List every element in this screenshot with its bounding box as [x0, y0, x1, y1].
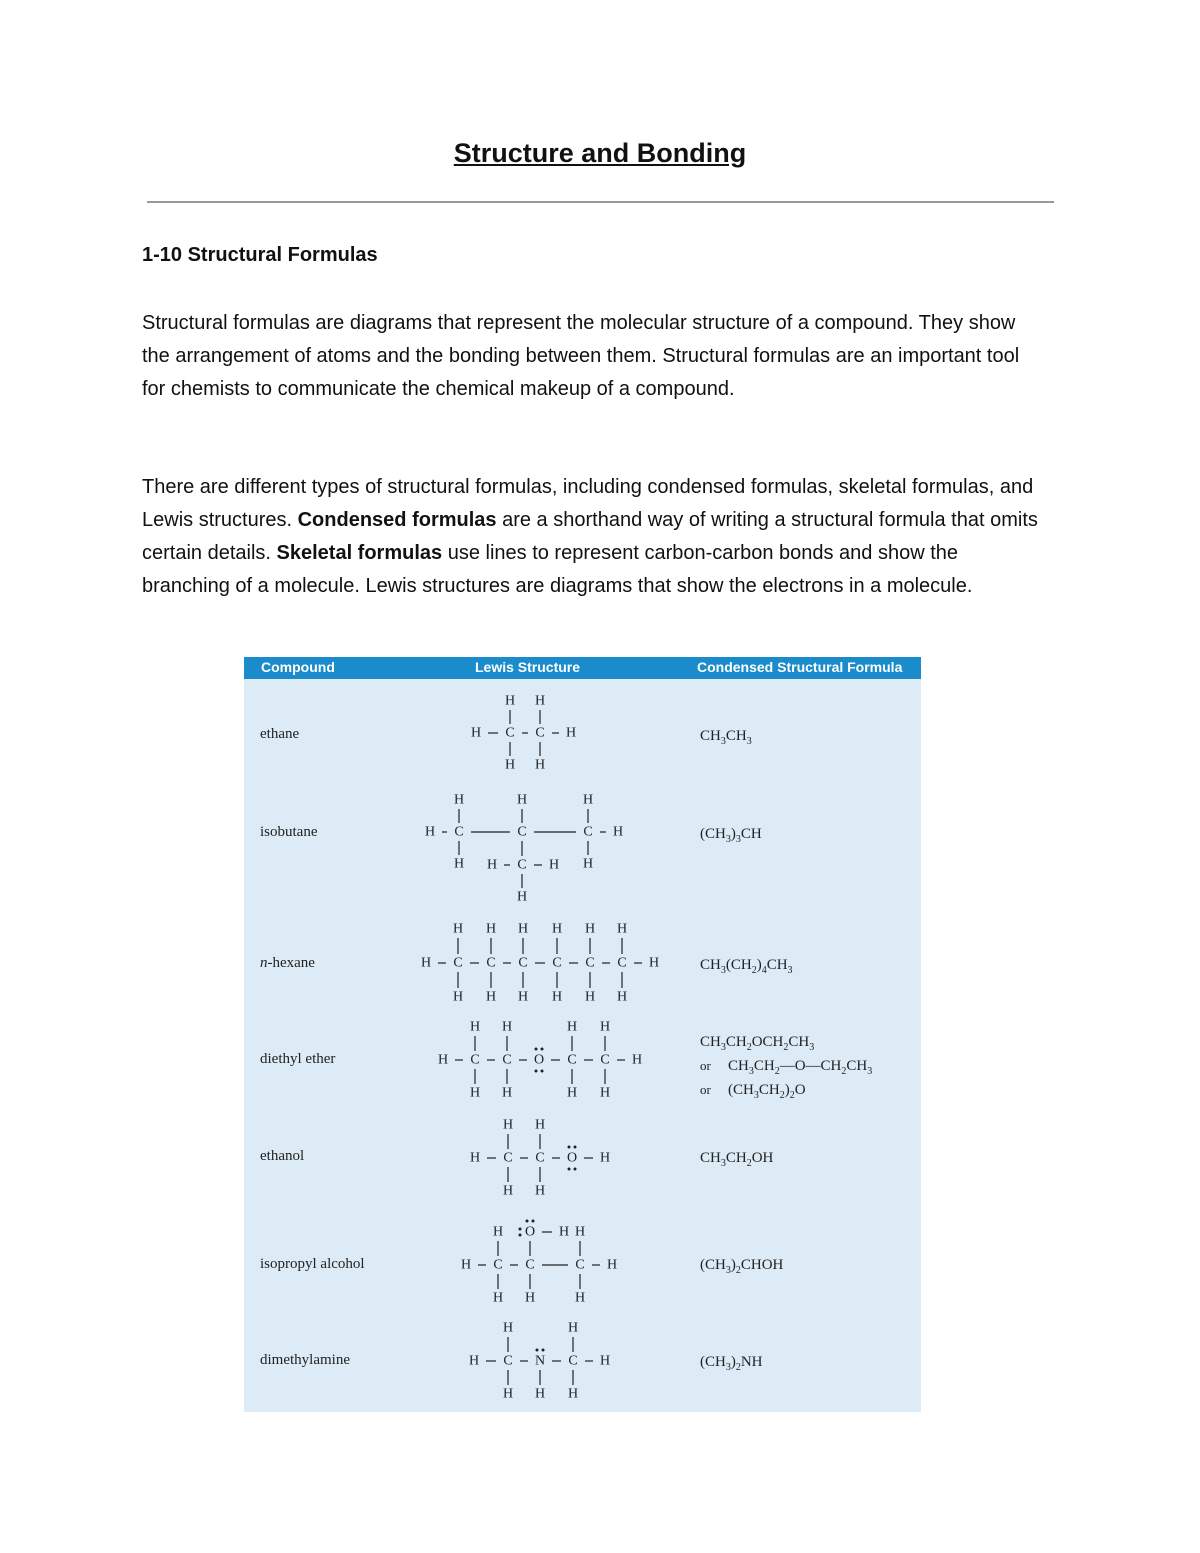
lone-pair-dot	[541, 1048, 544, 1051]
condensed-formula: $CH_3CH_2OH$	[700, 1150, 774, 1169]
lone-pair-dot	[532, 1220, 535, 1223]
atom-h: H	[516, 792, 528, 808]
paragraph-text: are a shorthand way of writing a structural formula that omits certain details.	[142, 509, 1038, 564]
atom-c: C	[585, 955, 595, 971]
lone-pair-dot	[568, 1168, 571, 1171]
atom-c: C	[518, 955, 528, 971]
condensed-formula: $(CH_3)_3CH$	[700, 826, 762, 845]
atom-h: H	[517, 989, 529, 1005]
paragraph-types	[142, 471, 1047, 603]
atom-h: H	[565, 725, 577, 741]
condensed-formula: $(CH_3)_2CHOH$	[700, 1257, 784, 1276]
compound-name-text: -hexane	[267, 955, 315, 971]
atom-h: H	[501, 1085, 513, 1101]
atom-h: H	[452, 989, 464, 1005]
atom-h: H	[534, 1183, 546, 1199]
section-heading: 1-10 Structural Formulas	[142, 244, 378, 266]
atom-h: H	[424, 824, 436, 840]
lone-pair-dot	[519, 1228, 522, 1231]
lone-pair-dot	[568, 1146, 571, 1149]
atom-h: H	[567, 1320, 579, 1336]
atom-c: C	[552, 955, 562, 971]
atom-h: H	[437, 1052, 449, 1068]
lone-pair-dot	[535, 1048, 538, 1051]
lone-pair-dot	[526, 1220, 529, 1223]
atom-h: H	[534, 1386, 546, 1402]
atom-h: H	[492, 1224, 504, 1240]
atom-c: C	[517, 857, 527, 873]
atom-h: H	[648, 955, 660, 971]
formula-variant: or $CH_3CH_2—O—CH_2CH_3$	[700, 1058, 873, 1077]
atom-c: C	[517, 824, 527, 840]
formula-variant: $CH_3CH_2OCH_2CH_3$	[700, 1034, 815, 1053]
bold-term: Condensed formulas	[297, 509, 497, 531]
atom-c: C	[486, 955, 496, 971]
atom-h: H	[452, 921, 464, 937]
atom-c: C	[567, 1052, 577, 1068]
atom-c: C	[600, 1052, 610, 1068]
atom-c: C	[503, 1353, 513, 1369]
atom-h: H	[502, 1183, 514, 1199]
atom-h: H	[599, 1019, 611, 1035]
atom-h: H	[420, 955, 432, 971]
compound-name: ethanol	[260, 1148, 305, 1164]
lone-pair-dot	[574, 1168, 577, 1171]
atom-o: O	[566, 1150, 578, 1166]
lone-pair-dot	[536, 1349, 539, 1352]
page-title: Structure and Bonding	[453, 138, 747, 168]
paragraph-text: There are different types of structural formulas, including condensed formulas, skeletal formulas, and Lewis structures.	[142, 476, 1034, 531]
atom-h: H	[574, 1290, 586, 1306]
atom-n: N	[534, 1353, 546, 1369]
atom-h: H	[566, 1019, 578, 1035]
atom-h: H	[558, 1224, 570, 1240]
atom-h: H	[606, 1257, 618, 1273]
header-lewis-structure: Lewis Structure	[475, 659, 581, 675]
atom-c: C	[575, 1257, 585, 1273]
atom-h: H	[453, 856, 465, 872]
atom-h: H	[516, 889, 528, 905]
atom-h: H	[567, 1386, 579, 1402]
paragraph-text: use lines to represent carbon-carbon bonds and show the branching of a molecule. Lewis structures are diagrams that show the electrons in a molecule.	[142, 542, 973, 597]
atom-h: H	[534, 1117, 546, 1133]
atom-h: H	[469, 1150, 481, 1166]
atom-h: H	[504, 693, 516, 709]
atom-h: H	[502, 1386, 514, 1402]
compound-prefix: n	[260, 955, 268, 971]
atom-h: H	[599, 1353, 611, 1369]
lone-pair-dot	[542, 1349, 545, 1352]
atom-h: H	[485, 989, 497, 1005]
atom-h: H	[524, 1290, 536, 1306]
atom-c: C	[503, 1150, 513, 1166]
atom-o: O	[533, 1052, 545, 1068]
atom-h: H	[469, 1019, 481, 1035]
atom-h: H	[584, 989, 596, 1005]
lone-pair-dot	[541, 1070, 544, 1073]
atom-h: H	[616, 921, 628, 937]
compound-name: diethyl ether	[260, 1051, 336, 1067]
atom-c: C	[505, 725, 515, 741]
compound-name: isobutane	[260, 824, 318, 840]
atom-c: C	[453, 955, 463, 971]
condensed-formula: $(CH_3)_2NH$	[700, 1354, 763, 1373]
atom-h: H	[504, 757, 516, 773]
atom-h: H	[502, 1320, 514, 1336]
atom-h: H	[492, 1290, 504, 1306]
formula-variant: or $(CH_3CH_2)_2O$	[700, 1082, 806, 1101]
header-condensed-formula: Condensed Structural Formula	[697, 659, 903, 675]
atom-h: H	[612, 824, 624, 840]
atom-h: H	[551, 921, 563, 937]
lone-pair-dot	[574, 1146, 577, 1149]
atom-h: H	[534, 757, 546, 773]
atom-h: H	[599, 1150, 611, 1166]
atom-h: H	[468, 1353, 480, 1369]
title-divider	[147, 201, 1054, 203]
atom-h: H	[582, 792, 594, 808]
atom-h: H	[502, 1117, 514, 1133]
atom-c: C	[535, 1150, 545, 1166]
atom-h: H	[534, 693, 546, 709]
atom-h: H	[517, 921, 529, 937]
atom-h: H	[599, 1085, 611, 1101]
atom-h: H	[453, 792, 465, 808]
atom-c: C	[470, 1052, 480, 1068]
atom-h: H	[460, 1257, 472, 1273]
atom-c: C	[502, 1052, 512, 1068]
atom-c: C	[454, 824, 464, 840]
lewis-structures	[244, 657, 921, 1412]
compound-name: dimethylamine	[260, 1352, 350, 1368]
atom-c: C	[617, 955, 627, 971]
atom-h: H	[551, 989, 563, 1005]
atom-c: C	[568, 1353, 578, 1369]
atom-h: H	[584, 921, 596, 937]
atom-c: C	[535, 725, 545, 741]
atom-h: H	[486, 857, 498, 873]
atom-c: C	[583, 824, 593, 840]
atom-h: H	[485, 921, 497, 937]
atom-h: H	[582, 856, 594, 872]
header-compound: Compound	[261, 659, 335, 675]
atom-h: H	[616, 989, 628, 1005]
lone-pair-dot	[535, 1070, 538, 1073]
atom-h: H	[501, 1019, 513, 1035]
atom-c: C	[525, 1257, 535, 1273]
compound-name: isopropyl alcohol	[260, 1256, 365, 1272]
atom-c: C	[493, 1257, 503, 1273]
atom-h: H	[470, 725, 482, 741]
atom-h: H	[566, 1085, 578, 1101]
paragraph-intro: Structural formulas are diagrams that represent the molecular structure of a compound. They show the arrangement of atoms and the bonding between them. Structural formulas are an important tool for chemists to communicate the chemical makeup of a compound.	[142, 312, 1020, 400]
condensed-formula: $CH_3CH_3$	[700, 728, 752, 747]
condensed-formula: $CH_3(CH_2)_4CH_3$	[700, 957, 793, 976]
atom-h: H	[469, 1085, 481, 1101]
compound-name: ethane	[260, 726, 300, 742]
bold-term: Skeletal formulas	[276, 542, 443, 564]
atom-o: O	[524, 1224, 536, 1240]
lone-pair-dot	[519, 1234, 522, 1237]
atom-h: H	[548, 857, 560, 873]
atom-h: H	[574, 1224, 586, 1240]
atom-h: H	[631, 1052, 643, 1068]
structural-formula-table	[244, 657, 921, 1412]
